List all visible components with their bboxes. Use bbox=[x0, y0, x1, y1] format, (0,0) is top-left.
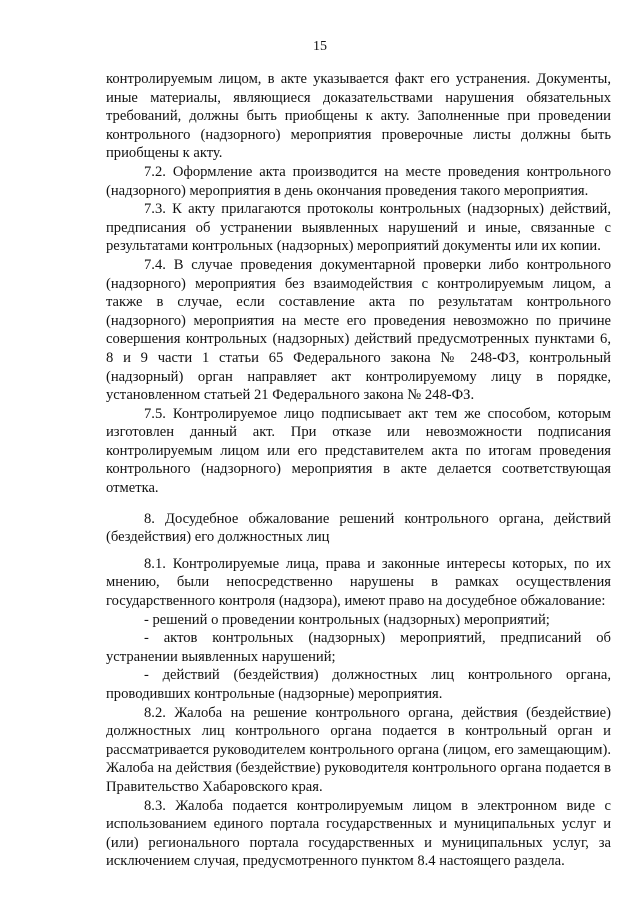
paragraph-8-2: 8.2. Жалоба на решение контрольного органа, действия (бездействие) должностных лиц контрольного органа подается в контрольный орган и рассматривается руководителем контрольного органа (лицом, его замещающим). Жалоба на действия (бездействие) руководителя контрольного органа подается в Правительство Хабаровского края. bbox=[106, 704, 611, 795]
paragraph-7-5: 7.5. Контролируемое лицо подписывает акт тем же способом, которым изготовлен данный акт. При отказе или невозможности подписания контролируемым лицом или его представителем акта по итогам проведения контрольного (надзорного) мероприятия в акте делается соответствующая отметка. bbox=[106, 405, 611, 497]
page-number: 15 bbox=[313, 39, 327, 54]
list-item-actions: - действий (бездействия) должностных лиц контрольного органа, проводивших контрольные (надзорные) мероприятия. bbox=[106, 667, 611, 702]
document-body bbox=[106, 70, 611, 871]
paragraph-7-3: 7.3. К акту прилагаются протоколы контрольных (надзорных) действий, предписания об устранении выявленных нарушений и иные, связанные с результатами контрольных (надзорных) мероприятий документы или их копии. bbox=[106, 201, 611, 255]
paragraph-8-3: 8.3. Жалоба подается контролируемым лицом в электронном виде с использованием единого портала государственных и муниципальных услуг и (или) регионального портала государственных и муниципальных услуг, за исключением случая, предусмотренного пунктом 8.4 настоящего раздела. bbox=[106, 797, 611, 870]
section-heading-8: 8. Досудебное обжалование решений контрольного органа, действий (бездействия) его должностных лиц bbox=[106, 510, 611, 546]
list-item-decisions: - решений о проведении контрольных (надзорных) мероприятий; bbox=[144, 611, 550, 628]
list-item-acts: - актов контрольных (надзорных) мероприятий, предписаний об устранении выявленных нарушений; bbox=[106, 630, 611, 665]
paragraph-7-4: 7.4. В случае проведения документарной проверки либо контрольного (надзорного) мероприятия без взаимодействия с контролируемым лицом, а также в случае, если составление акта по результатам контрольного (надзорного) мероприятия на месте его проведения невозможно по причине совершения контрольных (надзорных) действий предусмотренных пунктами 6, 8 и 9 части 1 статьи 65 Федерального закона № 248-ФЗ, контрольный (надзорный) орган направляет акт контролируемому лицу в порядке, установленном статьей 21 Федерального закона № 248-ФЗ. bbox=[106, 256, 611, 404]
paragraph-continuation: контролируемым лицом, в акте указывается факт его устранения. Документы, иные материалы, являющиеся доказательствами нарушения обязательных требований, должны быть приобщены к акту. Заполненные при проведении контрольного (надзорного) мероприятия проверочные листы должны быть приобщены к акту. bbox=[106, 71, 611, 162]
paragraph-8-1: 8.1. Контролируемые лица, права и законные интересы которых, по их мнению, были непосредственно нарушены в рамках осуществления государственного контроля (надзора), имеют право на досудебное обжалование: bbox=[106, 555, 611, 610]
paragraph-7-2: 7.2. Оформление акта производится на месте проведения контрольного (надзорного) мероприятия в день окончания проведения такого мероприятия. bbox=[106, 163, 611, 199]
